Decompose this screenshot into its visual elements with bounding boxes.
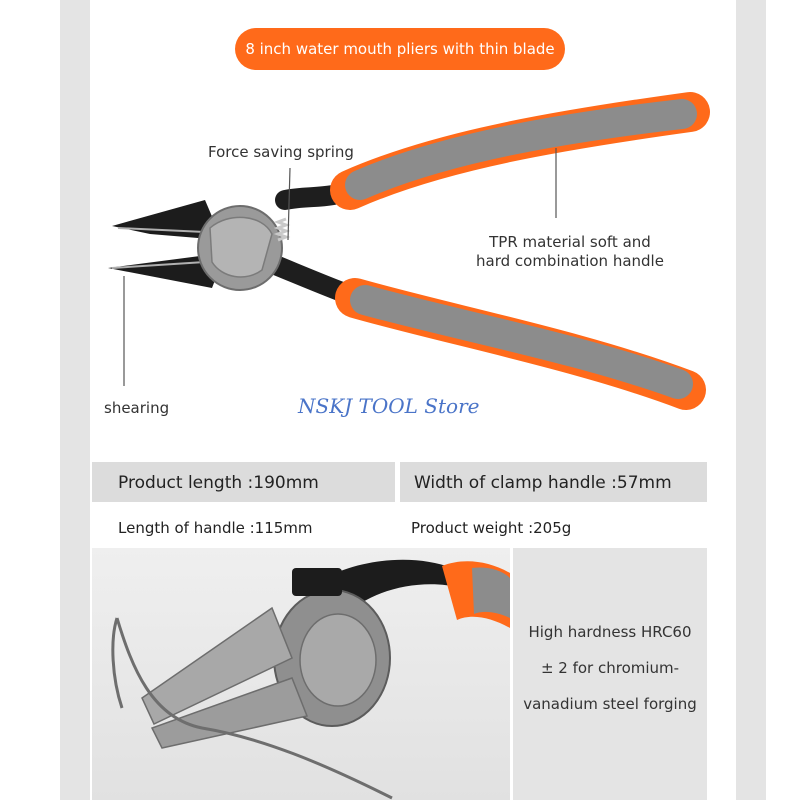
handle-length-spec: Length of handle :115mm (118, 519, 313, 537)
shearing-callout: shearing (104, 399, 170, 417)
product-title: 8 inch water mouth pliers with thin blade (235, 28, 565, 70)
handle-callout-line2: hard combination handle (476, 252, 664, 270)
clamp-handle-width-spec: Width of clamp handle :57mm (400, 462, 707, 502)
product-weight-spec: Product weight :205g (411, 519, 572, 537)
cutting-wire-illustration (92, 548, 510, 800)
spring-callout: Force saving spring (208, 143, 354, 161)
lower-handle-grip (365, 300, 678, 384)
hardness-line-3: vanadium steel forging (523, 695, 697, 713)
photo-pivot-recess (300, 614, 376, 706)
photo-stop-block (292, 568, 342, 596)
pivot-recess (210, 217, 272, 277)
photo-handle-grip (472, 567, 510, 618)
hardness-line-1: High hardness HRC60 (528, 623, 692, 641)
store-watermark: NSKJ TOOL Store (298, 394, 480, 418)
cutting-wire-photo (92, 548, 510, 800)
handle-callout (476, 233, 664, 271)
product-length-spec: Product length :190mm (92, 462, 395, 502)
hardness-line-2: ± 2 for chromium- (540, 659, 680, 677)
handle-callout-line1: TPR material soft and (489, 233, 651, 251)
